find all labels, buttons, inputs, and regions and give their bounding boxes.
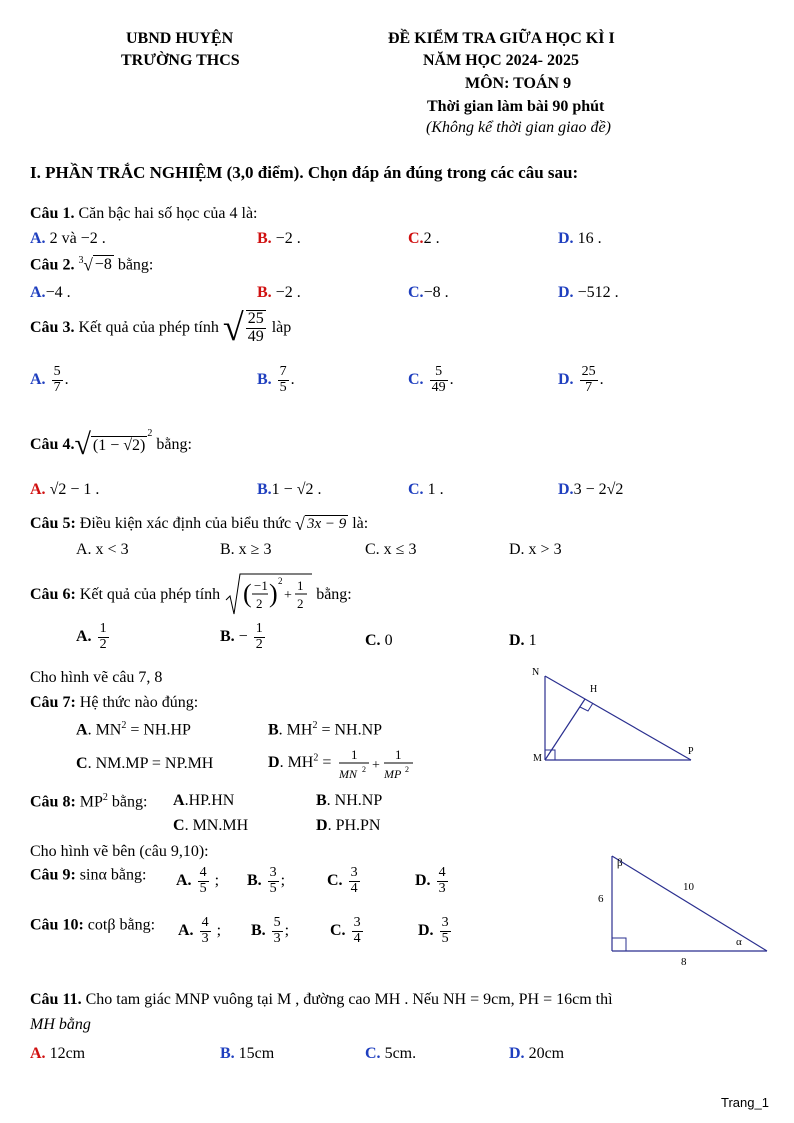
header-right-3: MÔN: TOÁN 9 — [465, 75, 572, 92]
label-side-10: 10 — [683, 881, 694, 893]
question-1: Câu 1. Căn bậc hai số học của 4 là: — [30, 205, 258, 222]
fig78-caption: Cho hình vẽ câu 7, 8 — [30, 669, 163, 686]
header-left-1: UBND HUYỆN — [126, 30, 234, 47]
q4-option-d[interactable]: D.3 − 2√2 — [558, 481, 624, 498]
label-side-6: 6 — [598, 893, 604, 905]
svg-text:2: 2 — [405, 765, 410, 774]
q1-option-a[interactable]: A. 2 và −2 . — [30, 230, 106, 247]
svg-text:−1: −1 — [254, 578, 269, 593]
question-3: Câu 3. Kết quả của phép tính √ $\frac{25}{49}$ làp — [30, 307, 292, 349]
q7-option-b[interactable]: B. $MH^2 = NH.NP$ — [268, 720, 383, 739]
q9-option-b[interactable]: B. $\frac{3}{5}$ ; — [247, 865, 286, 896]
question-10: Câu 10: cotβ bằng: — [30, 916, 156, 934]
q4-option-a[interactable]: A. √2 − 1 . — [30, 481, 100, 498]
header-right-5: (Không kể thời gian giao đề) — [426, 119, 611, 136]
label-alpha: α — [736, 936, 742, 948]
svg-text:1: 1 — [297, 578, 304, 593]
q1-option-b[interactable]: B. −2 . — [257, 230, 301, 247]
question-8: Câu 8: $MP^2$ bằng: — [30, 792, 148, 811]
q8-option-a[interactable]: A.HP.HN — [173, 792, 235, 809]
svg-text:+: + — [284, 588, 293, 603]
q4-option-c[interactable]: C. 1 . — [408, 481, 444, 498]
section-title: I. PHẦN TRẮC NGHIỆM (3,0 điểm). Chọn đáp án đúng trong các câu sau: — [30, 163, 579, 182]
svg-text:2: 2 — [256, 596, 263, 611]
svg-text:2: 2 — [362, 765, 367, 774]
q4-option-b[interactable]: B.1 − √2 . — [257, 481, 322, 498]
q2-option-d[interactable]: D. −512 . — [558, 284, 619, 301]
q5-option-b[interactable]: B. x ≥ 3 — [220, 541, 272, 558]
q11-option-d[interactable]: D. 20cm — [509, 1045, 565, 1062]
header-right-4: Thời gian làm bài 90 phút — [427, 98, 605, 115]
question-5: Câu 5: Điều kiện xác định của biểu thức √ 3x − 9 là: — [30, 514, 369, 534]
header-right-2: NĂM HỌC 2024- 2025 — [423, 52, 579, 69]
q2-option-b[interactable]: B. −2 . — [257, 284, 301, 301]
svg-text:): ) — [269, 579, 278, 608]
q10-option-b[interactable]: B. $\frac{5}{3}$ ; — [251, 915, 290, 946]
fig910-caption: Cho hình vẽ bên (câu 9,10): — [30, 843, 209, 860]
label-p: P — [688, 746, 694, 757]
q1-option-d[interactable]: D. 16 . — [558, 230, 602, 247]
question-7: Câu 7: Hệ thức nào đúng: — [30, 694, 199, 711]
q7-option-c[interactable]: C. NM.MP = NP.MH — [76, 755, 214, 772]
q2-option-a[interactable]: A.−4 . — [30, 284, 71, 301]
q6-option-b[interactable]: B. − $\frac{1}{2}$ — [220, 621, 263, 652]
q9-option-c[interactable]: C. $\frac{3}{4}$ — [327, 865, 358, 896]
q8-option-d[interactable]: D. PH.PN — [316, 817, 381, 834]
q9-option-d[interactable]: D. $\frac{4}{3}$ — [415, 865, 446, 896]
svg-text:(: ( — [243, 579, 252, 608]
figure-triangle-mnp — [528, 662, 708, 772]
question-9: Câu 9: sinα bằng: — [30, 866, 147, 884]
question-11-line2: MH bằng — [30, 1016, 91, 1033]
svg-text:2: 2 — [278, 576, 283, 586]
q7-d-formula — [335, 745, 415, 781]
label-m: M — [533, 753, 542, 764]
question-2: Câu 2. $^3$√ −8 bằng: — [30, 255, 154, 275]
q2-option-c[interactable]: C.−8 . — [408, 284, 449, 301]
figure-right-triangle — [590, 850, 775, 970]
question-11: Câu 11. Cho tam giác MNP vuông tại M , đường cao MH . Nếu NH = 9cm, PH = 16cm thì — [30, 991, 613, 1008]
q6-expression — [224, 572, 312, 618]
q9-option-a[interactable]: A. $\frac{4}{5}$ ; — [176, 865, 220, 896]
svg-text:+: + — [372, 758, 381, 773]
q6-option-c[interactable]: C. 0 — [365, 632, 393, 649]
q5-option-d[interactable]: D. x > 3 — [509, 541, 562, 558]
q6-option-d[interactable]: D. 1 — [509, 632, 537, 649]
q10-option-c[interactable]: C. $\frac{3}{4}$ — [330, 915, 361, 946]
q8-option-c[interactable]: C. MN.MH — [173, 817, 249, 834]
label-h: H — [590, 684, 598, 695]
q7-option-d[interactable]: D. $MH^2$ = 1 MN 2 + 1 MP 2 — [268, 745, 415, 781]
svg-text:1: 1 — [395, 747, 402, 762]
q3-option-b[interactable]: B. $\frac{7}{5}$ . — [257, 364, 295, 395]
q8-option-b[interactable]: B. NH.NP — [316, 792, 383, 809]
q1-option-c[interactable]: C.2 . — [408, 230, 440, 247]
q11-option-a[interactable]: A. 12cm — [30, 1045, 86, 1062]
question-4: Câu 4.√ $(1 - √2)^2$ bằng: — [30, 428, 192, 461]
q5-option-c[interactable]: C. x ≤ 3 — [365, 541, 417, 558]
svg-text:1: 1 — [351, 747, 358, 762]
header-left-2: TRƯỜNG THCS — [121, 52, 240, 69]
q7-option-a[interactable]: A. $MN^2 = NH.HP$ — [76, 720, 191, 739]
q10-option-a[interactable]: A. $\frac{4}{3}$ ; — [178, 915, 222, 946]
svg-text:2: 2 — [297, 596, 304, 611]
q11-option-b[interactable]: B. 15cm — [220, 1045, 275, 1062]
q3-option-d[interactable]: D. $\frac{25}{7}$ . — [558, 364, 604, 395]
header-right-1: ĐỀ KIỂM TRA GIỮA HỌC KÌ I — [388, 30, 615, 47]
q6-option-a[interactable]: A. $\frac{1}{2}$ — [76, 621, 107, 652]
q5-option-a[interactable]: A. x < 3 — [76, 541, 129, 558]
q3-option-a[interactable]: A. $\frac{5}{7}$ . — [30, 364, 69, 395]
svg-text:MN: MN — [339, 767, 358, 781]
q3-option-c[interactable]: C. $\frac{5}{49}$ . — [408, 364, 454, 395]
page-footer: Trang_1 — [721, 1095, 769, 1110]
label-n: N — [532, 667, 540, 678]
label-side-8: 8 — [681, 956, 687, 968]
label-beta: β — [617, 857, 623, 869]
question-6: Câu 6: Kết quả của phép tính ( −1 2 ) 2 + 1 2 bằng: — [30, 572, 352, 618]
svg-text:MP: MP — [384, 767, 402, 781]
q10-option-d[interactable]: D. $\frac{3}{5}$ — [418, 915, 449, 946]
q11-option-c[interactable]: C. 5cm. — [365, 1045, 417, 1062]
